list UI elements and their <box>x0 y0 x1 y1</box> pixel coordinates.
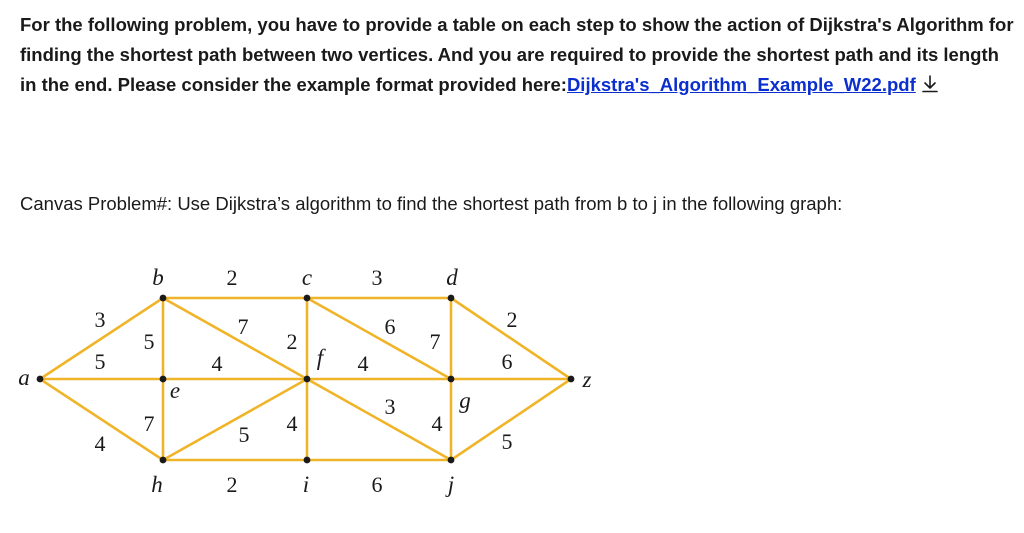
vertex-label-e: e <box>169 378 181 403</box>
edge-weight-g-z: 6 <box>501 349 513 374</box>
edge-weight-f-g: 4 <box>357 351 369 376</box>
vertex-c <box>304 295 311 302</box>
example-pdf-link[interactable]: Dijkstra's_Algorithm_Example_W22.pdf <box>566 74 916 95</box>
vertex-e <box>160 376 167 383</box>
edge-weight-b-f: 7 <box>237 314 249 339</box>
edge-b-f <box>163 298 307 379</box>
edge-weight-i-j: 6 <box>371 472 383 497</box>
vertex-i <box>304 457 311 464</box>
vertex-j <box>448 457 455 464</box>
edge-weight-f-i: 4 <box>286 411 298 436</box>
edge-weight-d-z: 2 <box>506 307 518 332</box>
edge-weight-b-c: 2 <box>226 265 238 290</box>
edge-weight-g-j: 4 <box>431 411 443 436</box>
edge-weight-a-e: 5 <box>94 349 106 374</box>
vertex-label-i: i <box>302 472 310 497</box>
vertex-label-d: d <box>446 265 458 290</box>
edge-weight-c-g: 6 <box>384 314 396 339</box>
vertex-b <box>160 295 167 302</box>
problem-statement: Canvas Problem#: Use Dijkstra’s algorithm to find the shortest path from b to j in the following graph: <box>20 193 843 214</box>
vertex-d <box>448 295 455 302</box>
vertex-label-j: j <box>447 472 455 497</box>
vertex-f <box>304 376 311 383</box>
edge-weight-j-z: 5 <box>501 429 513 454</box>
edge-weight-d-g: 7 <box>429 329 441 354</box>
edge-weight-b-e: 5 <box>143 329 155 354</box>
vertex-h <box>160 457 167 464</box>
edge-weight-h-i: 2 <box>226 472 238 497</box>
vertex-a <box>37 376 44 383</box>
vertex-label-z: z <box>582 367 592 392</box>
edge-weight-c-f: 2 <box>286 329 298 354</box>
instructions-text: For the following problem, you have to provide a table on each step to show the action of Dijkstra's Algorithm for finding the shortest path between two vertices. And you are required to provide the shortest path and its length in the end. Please consider the example format provided here: <box>20 14 1014 95</box>
vertex-z <box>568 376 575 383</box>
vertex-label-c: c <box>301 265 313 290</box>
edge-weight-e-h: 7 <box>143 411 155 436</box>
vertex-label-b: b <box>152 265 164 290</box>
vertex-g <box>448 376 455 383</box>
vertex-label-f: f <box>316 345 324 370</box>
edge-f-h <box>163 379 307 460</box>
edge-weight-a-h: 4 <box>94 431 106 456</box>
vertex-label-a: a <box>18 365 30 390</box>
vertex-label-h: h <box>151 472 163 497</box>
edge-weight-c-d: 3 <box>371 265 383 290</box>
vertex-label-g: g <box>459 388 471 413</box>
edge-weight-e-f: 4 <box>211 351 223 376</box>
edge-f-j <box>307 379 451 460</box>
edge-weight-f-h: 5 <box>238 422 250 447</box>
edge-weight-a-b: 3 <box>94 307 106 332</box>
edge-weight-f-j: 3 <box>384 394 396 419</box>
